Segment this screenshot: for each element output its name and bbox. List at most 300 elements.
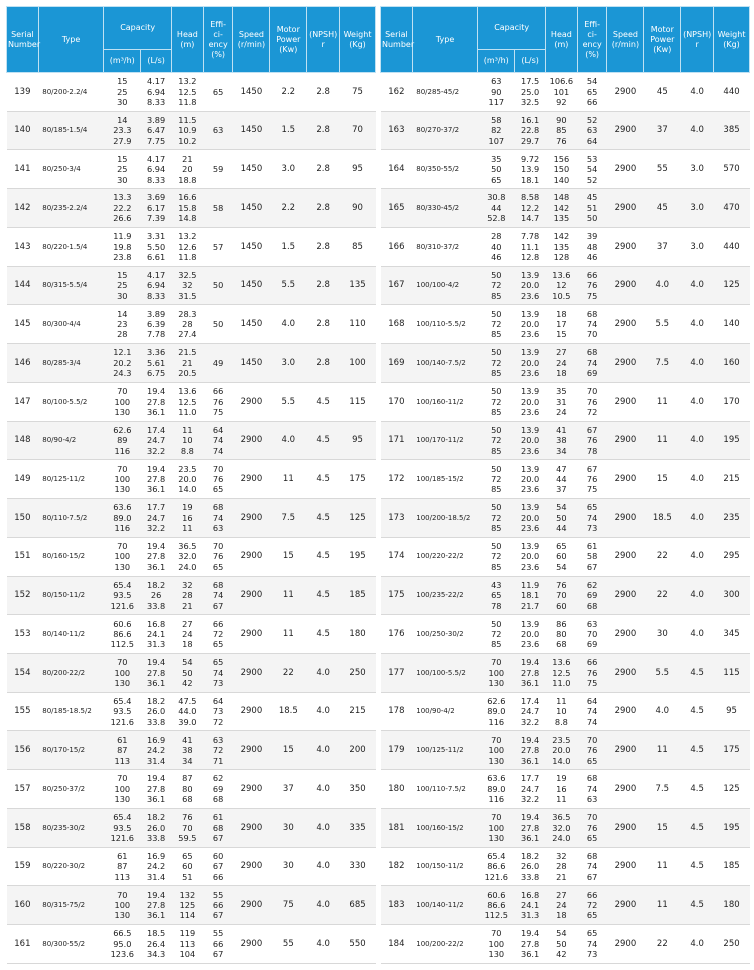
capacity-m3h-cell-value: 58 xyxy=(491,114,502,125)
serial-number-cell: 167 xyxy=(381,266,413,305)
efficiency-cell-value: 68 xyxy=(212,822,224,833)
capacity-m3h-cell-value: 113 xyxy=(114,871,131,882)
pump-type-cell: 100/160-11/2 xyxy=(412,382,478,421)
serial-number-cell: 144 xyxy=(7,266,39,305)
efficiency-cell-value: 65 xyxy=(212,484,224,495)
speed-cell: 2900 xyxy=(607,925,644,964)
col-header-head: Head (m) xyxy=(172,7,204,73)
efficiency-cell-value: 70 xyxy=(212,463,224,474)
capacity-ls-cell-value: 3.36 xyxy=(147,347,166,358)
capacity-ls-cell-value: 12.8 xyxy=(521,252,540,262)
pump-type-cell: 80/150-11/2 xyxy=(38,576,104,615)
table-row xyxy=(7,111,376,150)
motor-power-cell: 18.5 xyxy=(644,499,681,538)
capacity-m3h-cell-value: 23 xyxy=(117,319,128,330)
capacity-m3h-cell xyxy=(104,227,141,266)
pump-type-cell: 80/185-18.5/2 xyxy=(38,692,104,731)
capacity-ls-cell-value: 9.72 xyxy=(521,153,540,164)
pump-type-cell: 80/170-15/2 xyxy=(38,731,104,770)
efficiency-cell-value: 76 xyxy=(586,745,598,756)
capacity-ls-cell-value: 7.75 xyxy=(147,135,166,146)
capacity-ls-cell xyxy=(141,305,172,344)
col-header-efficiency: Effi- ci-ency (%) xyxy=(577,7,607,73)
table-row xyxy=(381,886,750,925)
pump-type-cell: 80/90-4/2 xyxy=(38,421,104,460)
efficiency-cell-value: 70 xyxy=(586,386,598,397)
efficiency-cell-value: 63 xyxy=(212,523,224,534)
efficiency-cell-value: 70 xyxy=(212,541,224,552)
speed-cell: 2900 xyxy=(607,615,644,654)
table-header xyxy=(381,7,750,73)
pump-type-cell: 100/100-5.5/2 xyxy=(412,654,478,693)
efficiency-cell-value: 76 xyxy=(212,396,224,407)
efficiency-cell-value: 68 xyxy=(586,773,598,784)
npsh-cell: 4.5 xyxy=(681,808,714,847)
efficiency-cell-value: 73 xyxy=(586,949,598,960)
head-cell xyxy=(546,266,578,305)
table-row xyxy=(7,227,376,266)
pump-type-cell: 80/185-1.5/4 xyxy=(38,111,104,150)
capacity-ls-cell xyxy=(515,886,546,925)
speed-cell: 2900 xyxy=(607,150,644,189)
capacity-m3h-cell-value: 78 xyxy=(491,600,502,611)
capacity-ls-cell-value: 4.17 xyxy=(147,76,166,87)
head-cell-value: 106.6 xyxy=(549,76,574,87)
head-cell-value: 24 xyxy=(556,406,567,417)
npsh-cell: 4.0 xyxy=(681,344,714,383)
efficiency-cell xyxy=(203,925,233,964)
capacity-m3h-cell xyxy=(478,847,515,886)
efficiency-cell xyxy=(577,654,607,693)
table-row xyxy=(7,73,376,112)
efficiency-cell-value: 76 xyxy=(212,551,224,562)
capacity-ls-cell xyxy=(141,421,172,460)
head-cell-value: 65 xyxy=(182,850,193,861)
efficiency-cell-value: 65 xyxy=(586,502,598,513)
head-cell-value: 11 xyxy=(182,523,193,534)
motor-power-cell: 7.5 xyxy=(644,344,681,383)
speed-cell: 2900 xyxy=(607,770,644,809)
col-header-head: Head (m) xyxy=(546,7,578,73)
weight-cell: 195 xyxy=(340,537,376,576)
motor-power-cell: 45 xyxy=(644,189,681,228)
npsh-cell: 4.0 xyxy=(681,382,714,421)
speed-cell: 2900 xyxy=(607,537,644,576)
capacity-ls-cell xyxy=(515,654,546,693)
efficiency-cell-value: 65 xyxy=(586,833,598,844)
table-row xyxy=(381,770,750,809)
efficiency-cell xyxy=(203,692,233,731)
capacity-m3h-cell-value: 60.6 xyxy=(487,889,506,900)
speed-cell: 2900 xyxy=(233,421,270,460)
capacity-m3h-cell-value: 85 xyxy=(491,639,502,650)
table-row xyxy=(381,421,750,460)
motor-power-cell: 11 xyxy=(644,847,681,886)
capacity-ls-cell-value: 32.2 xyxy=(521,716,540,727)
capacity-m3h-cell-value: 50 xyxy=(491,502,502,513)
capacity-ls-cell-value: 6.17 xyxy=(147,202,166,213)
npsh-cell: 4.5 xyxy=(307,499,340,538)
efficiency-cell-value: 64 xyxy=(586,135,598,146)
capacity-m3h-cell-value: 15 xyxy=(117,269,128,280)
efficiency-cell-value: 70 xyxy=(586,734,598,745)
npsh-cell: 2.8 xyxy=(307,150,340,189)
head-cell-value: 23.5 xyxy=(178,463,197,474)
pump-type-cell: 80/110-7.5/2 xyxy=(38,499,104,538)
capacity-ls-cell xyxy=(515,382,546,421)
head-cell-value: 21 xyxy=(556,871,567,882)
capacity-ls-cell-value: 31.4 xyxy=(147,871,166,882)
speed-cell: 2900 xyxy=(607,344,644,383)
head-cell-value: 20.5 xyxy=(178,368,197,379)
efficiency-cell-value: 59 xyxy=(212,164,224,175)
capacity-ls-cell xyxy=(141,344,172,383)
capacity-m3h-cell-value: 116 xyxy=(488,716,505,727)
efficiency-cell-value: 66 xyxy=(212,618,224,629)
efficiency-cell-value: 67 xyxy=(212,861,224,872)
efficiency-cell xyxy=(203,344,233,383)
weight-cell: 215 xyxy=(340,692,376,731)
efficiency-cell xyxy=(203,499,233,538)
speed-cell: 2900 xyxy=(607,808,644,847)
weight-cell: 160 xyxy=(714,344,750,383)
pump-type-cell: 80/285-45/2 xyxy=(412,73,478,112)
capacity-ls-cell-value: 11.9 xyxy=(521,579,540,590)
efficiency-cell-value: 65 xyxy=(212,86,224,97)
capacity-ls-cell xyxy=(515,692,546,731)
pump-type-cell: 80/100-5.5/2 xyxy=(38,382,104,421)
capacity-m3h-cell-value: 82 xyxy=(491,125,502,136)
speed-cell: 2900 xyxy=(607,382,644,421)
capacity-ls-cell-value: 13.9 xyxy=(521,164,540,175)
head-cell xyxy=(172,808,204,847)
capacity-ls-cell-value: 18.2 xyxy=(147,696,166,706)
table-row xyxy=(381,227,750,266)
table-row xyxy=(381,460,750,499)
efficiency-cell-value: 68 xyxy=(586,600,598,611)
npsh-cell: 4.5 xyxy=(681,654,714,693)
capacity-m3h-cell-value: 11.9 xyxy=(113,231,132,242)
head-cell-value: 39.0 xyxy=(178,716,197,727)
head-cell-value: 20.0 xyxy=(178,474,197,484)
efficiency-cell-value: 52 xyxy=(586,114,598,125)
head-cell xyxy=(172,189,204,228)
efficiency-cell-value: 74 xyxy=(586,783,598,794)
motor-power-cell: 1.5 xyxy=(270,227,307,266)
capacity-m3h-cell-value: 50 xyxy=(491,269,502,280)
capacity-ls-cell-value: 5.50 xyxy=(147,241,166,252)
efficiency-cell xyxy=(577,770,607,809)
head-cell xyxy=(546,731,578,770)
efficiency-cell xyxy=(577,925,607,964)
head-cell xyxy=(546,615,578,654)
head-cell-value: 10.2 xyxy=(178,135,197,146)
capacity-m3h-cell-value: 130 xyxy=(114,794,131,805)
head-cell-value: 27.4 xyxy=(178,329,197,340)
head-cell-value: 60 xyxy=(182,861,193,872)
capacity-ls-cell-value: 20.0 xyxy=(521,280,540,291)
capacity-ls-cell xyxy=(141,770,172,809)
npsh-cell: 4.0 xyxy=(307,692,340,731)
head-cell-value: 13.2 xyxy=(178,231,197,242)
motor-power-cell: 45 xyxy=(644,73,681,112)
capacity-m3h-cell-value: 100 xyxy=(488,667,505,678)
capacity-m3h-cell-value: 70 xyxy=(491,928,502,939)
capacity-m3h-cell-value: 113 xyxy=(114,755,131,766)
speed-cell: 1450 xyxy=(233,73,270,112)
capacity-ls-cell-value: 6.94 xyxy=(147,164,166,175)
npsh-cell: 4.0 xyxy=(307,847,340,886)
serial-number-cell: 141 xyxy=(7,150,39,189)
head-cell xyxy=(546,460,578,499)
capacity-ls-cell-value: 24.7 xyxy=(147,435,166,446)
serial-number-cell: 143 xyxy=(7,227,39,266)
weight-cell: 180 xyxy=(340,615,376,654)
efficiency-cell-value: 48 xyxy=(586,241,598,252)
efficiency-cell-value: 67 xyxy=(212,949,224,960)
capacity-ls-cell-value: 36.1 xyxy=(147,794,166,805)
capacity-m3h-cell-value: 70 xyxy=(117,463,128,474)
motor-power-cell: 4.0 xyxy=(270,305,307,344)
head-cell-value: 18 xyxy=(556,368,567,379)
pump-type-cell: 80/330-45/2 xyxy=(412,189,478,228)
efficiency-cell-value: 74 xyxy=(586,706,598,717)
npsh-cell: 4.0 xyxy=(681,305,714,344)
capacity-m3h-cell xyxy=(478,731,515,770)
efficiency-cell-value: 54 xyxy=(586,164,598,175)
capacity-ls-cell-value: 11.1 xyxy=(521,241,540,252)
efficiency-cell xyxy=(203,305,233,344)
capacity-ls-cell-value: 3.89 xyxy=(147,114,166,125)
head-cell-value: 140 xyxy=(553,174,570,185)
table-row xyxy=(7,537,376,576)
capacity-m3h-cell-value: 72 xyxy=(491,551,502,562)
table-row xyxy=(7,615,376,654)
motor-power-cell: 11 xyxy=(270,615,307,654)
weight-cell: 685 xyxy=(340,886,376,925)
head-cell xyxy=(172,73,204,112)
head-cell-value: 92 xyxy=(556,97,567,108)
capacity-m3h-cell xyxy=(104,654,141,693)
capacity-m3h-cell-value: 44 xyxy=(491,202,502,213)
capacity-m3h-cell-value: 100 xyxy=(488,938,505,949)
npsh-cell: 4.0 xyxy=(307,654,340,693)
npsh-cell: 4.0 xyxy=(681,615,714,654)
capacity-ls-cell-value: 31.3 xyxy=(147,639,166,650)
table-row xyxy=(7,886,376,925)
weight-cell: 330 xyxy=(340,847,376,886)
head-cell-value: 44 xyxy=(556,523,567,534)
head-cell xyxy=(546,305,578,344)
head-cell-value: 28 xyxy=(182,590,193,601)
head-cell xyxy=(546,847,578,886)
efficiency-cell xyxy=(577,808,607,847)
capacity-ls-cell xyxy=(515,227,546,266)
efficiency-cell-value: 70 xyxy=(586,628,598,639)
capacity-m3h-cell-value: 65.4 xyxy=(113,696,132,706)
capacity-ls-cell-value: 26.4 xyxy=(147,938,166,949)
pump-type-cell: 80/125-11/2 xyxy=(38,460,104,499)
motor-power-cell: 55 xyxy=(270,925,307,964)
capacity-ls-cell-value: 32.2 xyxy=(147,445,166,456)
serial-number-cell: 156 xyxy=(7,731,39,770)
npsh-cell: 4.0 xyxy=(681,266,714,305)
motor-power-cell: 55 xyxy=(644,150,681,189)
capacity-m3h-cell-value: 112.5 xyxy=(484,910,509,921)
capacity-m3h-cell-value: 112.5 xyxy=(110,639,135,650)
head-cell-value: 50 xyxy=(556,512,567,523)
efficiency-cell xyxy=(203,537,233,576)
table-row xyxy=(7,576,376,615)
motor-power-cell: 2.2 xyxy=(270,189,307,228)
capacity-m3h-cell xyxy=(104,266,141,305)
capacity-ls-cell-value: 23.6 xyxy=(521,484,540,495)
capacity-ls-cell-value: 13.9 xyxy=(521,386,540,397)
head-cell-value: 11.0 xyxy=(552,678,571,689)
capacity-ls-cell-value: 24.1 xyxy=(147,628,166,639)
head-cell-value: 21 xyxy=(182,600,193,611)
head-cell-value: 42 xyxy=(182,678,193,689)
head-cell-value: 135 xyxy=(553,241,570,252)
head-cell-value: 50 xyxy=(182,667,193,678)
capacity-m3h-cell-value: 93.5 xyxy=(113,706,132,717)
head-cell-value: 47.5 xyxy=(178,696,197,706)
efficiency-cell-value: 66 xyxy=(212,900,224,911)
speed-cell: 2900 xyxy=(233,382,270,421)
efficiency-cell-value: 74 xyxy=(586,319,598,330)
capacity-m3h-cell-value: 23.8 xyxy=(113,252,132,262)
efficiency-cell-value: 73 xyxy=(212,706,224,717)
motor-power-cell: 11 xyxy=(644,731,681,770)
table-row xyxy=(381,654,750,693)
capacity-m3h-cell-value: 87 xyxy=(117,861,128,872)
weight-cell: 95 xyxy=(714,692,750,731)
head-cell-value: 18.8 xyxy=(178,174,197,185)
efficiency-cell-value: 65 xyxy=(212,561,224,572)
npsh-cell: 4.5 xyxy=(307,537,340,576)
motor-power-cell: 3.0 xyxy=(270,344,307,383)
efficiency-cell xyxy=(577,344,607,383)
capacity-m3h-cell-value: 130 xyxy=(488,755,505,766)
head-cell-value: 42 xyxy=(556,949,567,960)
capacity-ls-cell-value: 27.8 xyxy=(521,745,540,756)
efficiency-cell-value: 50 xyxy=(586,213,598,224)
weight-cell: 185 xyxy=(714,847,750,886)
serial-number-cell: 175 xyxy=(381,576,413,615)
weight-cell: 100 xyxy=(340,344,376,383)
head-cell-value: 76 xyxy=(182,812,193,823)
head-cell-value: 24.0 xyxy=(178,561,197,572)
head-cell-value: 68 xyxy=(556,639,567,650)
capacity-m3h-cell-value: 22.2 xyxy=(113,202,132,213)
npsh-cell: 4.5 xyxy=(307,382,340,421)
weight-cell: 470 xyxy=(714,189,750,228)
efficiency-cell-value: 66 xyxy=(586,97,598,108)
capacity-m3h-cell-value: 20.2 xyxy=(113,357,132,368)
capacity-m3h-cell-value: 87 xyxy=(117,745,128,756)
capacity-m3h-cell xyxy=(478,382,515,421)
capacity-m3h-cell-value: 121.6 xyxy=(110,716,135,727)
speed-cell: 2900 xyxy=(233,499,270,538)
head-cell xyxy=(172,925,204,964)
capacity-ls-cell-value: 3.89 xyxy=(147,308,166,319)
capacity-ls-cell xyxy=(141,460,172,499)
capacity-ls-cell-value: 23.6 xyxy=(521,368,540,379)
speed-cell: 2900 xyxy=(233,847,270,886)
efficiency-cell-value: 55 xyxy=(212,928,224,939)
pump-type-cell: 100/150-11/2 xyxy=(412,847,478,886)
weight-cell: 385 xyxy=(714,111,750,150)
pump-spec-table-left xyxy=(6,6,376,964)
capacity-ls-cell-value: 19.4 xyxy=(147,773,166,784)
motor-power-cell: 7.5 xyxy=(270,499,307,538)
capacity-m3h-cell xyxy=(104,886,141,925)
capacity-m3h-cell-value: 89.0 xyxy=(487,706,506,717)
capacity-m3h-cell-value: 46 xyxy=(491,252,502,262)
pump-type-cell: 80/200-22/2 xyxy=(38,654,104,693)
serial-number-cell: 154 xyxy=(7,654,39,693)
efficiency-cell-value: 63 xyxy=(212,734,224,745)
pump-type-cell: 80/285-3/4 xyxy=(38,344,104,383)
capacity-m3h-cell-value: 130 xyxy=(114,678,131,689)
pump-type-cell: 100/200-22/2 xyxy=(412,925,478,964)
efficiency-cell-value: 72 xyxy=(586,900,598,911)
serial-number-cell: 139 xyxy=(7,73,39,112)
head-cell-value: 132 xyxy=(179,889,196,900)
table-row xyxy=(7,421,376,460)
motor-power-cell: 11 xyxy=(270,460,307,499)
capacity-m3h-cell-value: 25 xyxy=(117,164,128,175)
table-row xyxy=(7,654,376,693)
speed-cell: 1450 xyxy=(233,189,270,228)
capacity-ls-cell-value: 12.2 xyxy=(521,202,540,213)
head-cell xyxy=(546,770,578,809)
capacity-m3h-cell-value: 85 xyxy=(491,523,502,534)
motor-power-cell: 22 xyxy=(270,654,307,693)
efficiency-cell-value: 58 xyxy=(212,202,224,213)
npsh-cell: 3.0 xyxy=(681,150,714,189)
motor-power-cell: 22 xyxy=(644,925,681,964)
table-row xyxy=(381,537,750,576)
efficiency-cell-value: 61 xyxy=(212,812,224,823)
npsh-cell: 4.5 xyxy=(307,615,340,654)
capacity-ls-cell-value: 24.7 xyxy=(521,706,540,717)
table-row xyxy=(7,305,376,344)
table-row xyxy=(7,692,376,731)
head-cell-value: 13.6 xyxy=(552,269,571,280)
head-cell xyxy=(172,150,204,189)
efficiency-cell-value: 64 xyxy=(212,424,224,435)
head-cell-value: 135 xyxy=(553,213,570,224)
capacity-m3h-cell-value: 72 xyxy=(491,512,502,523)
efficiency-cell-value: 66 xyxy=(586,657,598,668)
capacity-m3h-cell-value: 100 xyxy=(114,396,131,407)
motor-power-cell: 15 xyxy=(270,537,307,576)
capacity-m3h-cell-value: 14 xyxy=(117,308,128,319)
head-cell-value: 41 xyxy=(182,734,193,745)
capacity-ls-cell-value: 3.31 xyxy=(147,231,166,242)
head-cell-value: 156 xyxy=(553,153,570,164)
capacity-m3h-cell-value: 130 xyxy=(488,949,505,960)
pump-type-cell: 100/110-5.5/2 xyxy=(412,305,478,344)
capacity-m3h-cell-value: 123.6 xyxy=(110,949,135,960)
efficiency-cell-value: 74 xyxy=(212,435,224,446)
capacity-m3h-cell-value: 25 xyxy=(117,86,128,97)
efficiency-cell xyxy=(203,111,233,150)
head-cell-value: 11 xyxy=(556,794,567,805)
head-cell-value: 18 xyxy=(556,910,567,921)
capacity-m3h-cell xyxy=(478,150,515,189)
